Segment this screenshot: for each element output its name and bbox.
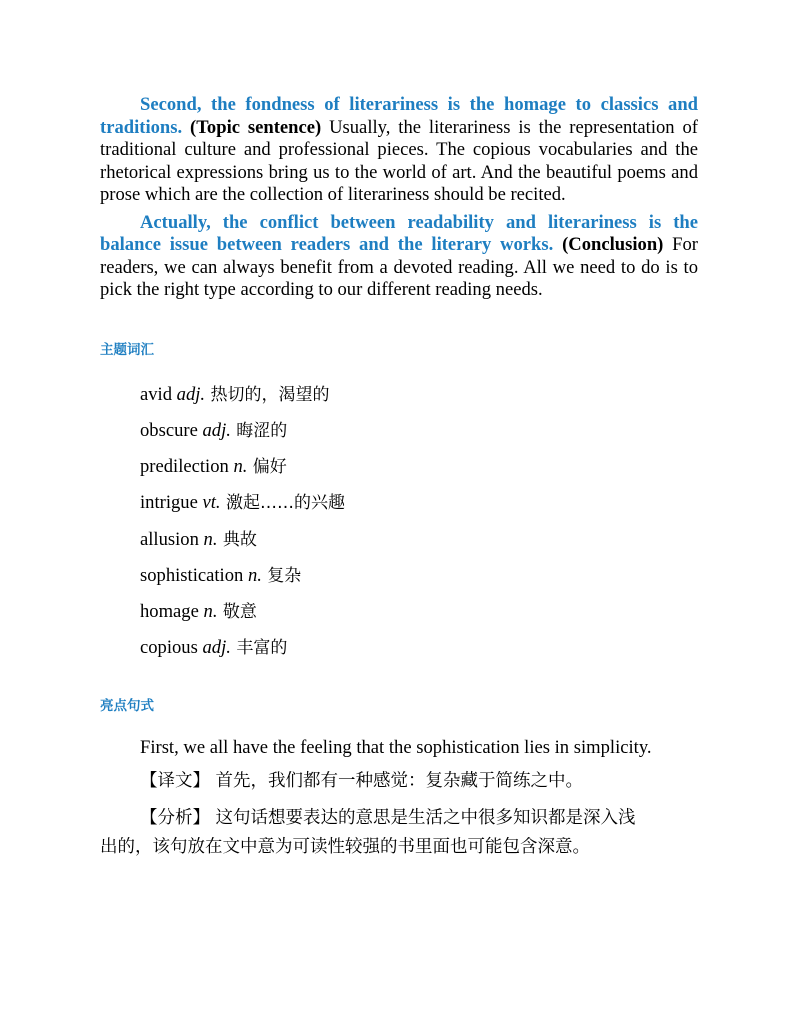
- vocab-item: [140, 492, 345, 514]
- vocab-meaning: 晦涩的: [230, 421, 288, 441]
- vocab-pos: n.: [247, 565, 262, 586]
- vocab-word: obscure: [140, 420, 203, 441]
- conclusion-lead-sentence: Actually, the conflict between readability and literariness is the balance issue between readers and the literary works.: [100, 211, 698, 255]
- conclusion-tag: (Conclusion): [562, 234, 664, 255]
- vocab-word: homage: [140, 601, 204, 622]
- vocab-pos: adj.: [202, 420, 231, 441]
- vocab-word: predilection: [140, 456, 234, 477]
- paragraph-conclusion: [100, 212, 698, 302]
- translation-line: 【译文】 首先，我们都有一种感觉：复杂藏于简练之中。: [140, 771, 584, 791]
- topic-lead-sentence: Second, the fondness of literariness is the homage to classics and traditions.: [100, 94, 698, 138]
- vocab-item: [140, 637, 287, 659]
- vocab-pos: n.: [203, 601, 218, 622]
- analysis-line-2: 出的，该句放在文中意为可读性较强的书里面也可能包含深意。: [100, 837, 590, 857]
- vocab-meaning: 典故: [217, 530, 257, 550]
- topic-paragraph-body: Usually, the literariness is the representation of traditional culture and professional pieces. The copious vocabularies and the rhetorical expressions bring us to the world of art. And the beautiful poems and prose which are the collection of literariness should be recited.: [100, 116, 698, 205]
- vocab-item: [140, 529, 257, 551]
- vocab-word: copious: [140, 637, 203, 658]
- vocab-item: [140, 420, 287, 442]
- vocab-pos: vt.: [202, 492, 221, 513]
- vocab-item: [140, 384, 330, 406]
- vocab-word: allusion: [140, 529, 204, 550]
- vocab-meaning: 激起……的兴趣: [220, 493, 345, 513]
- conclusion-paragraph-body: For readers, we can always benefit from a devoted reading. All we need to do is to pick the right type according to our different reading needs.: [100, 234, 698, 300]
- essay-body: [100, 94, 698, 307]
- topic-sentence-tag: (Topic sentence): [190, 116, 322, 138]
- vocab-item: [140, 565, 301, 587]
- vocab-item: [140, 456, 287, 478]
- vocab-meaning: 偏好: [247, 457, 287, 477]
- vocab-pos: n.: [203, 529, 218, 550]
- sentence-heading: 亮点句式: [100, 698, 154, 714]
- highlight-sentence: First, we all have the feeling that the sophistication lies in simplicity.: [140, 737, 652, 758]
- vocab-meaning: 复杂: [261, 566, 302, 586]
- vocab-word: sophistication: [140, 565, 248, 586]
- vocab-pos: adj.: [176, 384, 206, 405]
- vocab-word: avid: [140, 384, 177, 405]
- vocab-word: intrigue: [140, 492, 203, 513]
- vocab-meaning: 敬意: [217, 602, 257, 622]
- analysis-line-1: 【分析】 这句话想要表达的意思是生活之中很多知识都是深入浅: [140, 808, 636, 828]
- vocab-item: [140, 601, 257, 623]
- vocab-meaning: 热切的，渴望的: [205, 385, 330, 405]
- vocab-pos: n.: [233, 456, 248, 477]
- vocab-meaning: 丰富的: [230, 638, 288, 658]
- paragraph-topic: [100, 94, 698, 207]
- vocab-heading: 主题词汇: [100, 342, 154, 358]
- vocab-pos: adj.: [202, 637, 231, 658]
